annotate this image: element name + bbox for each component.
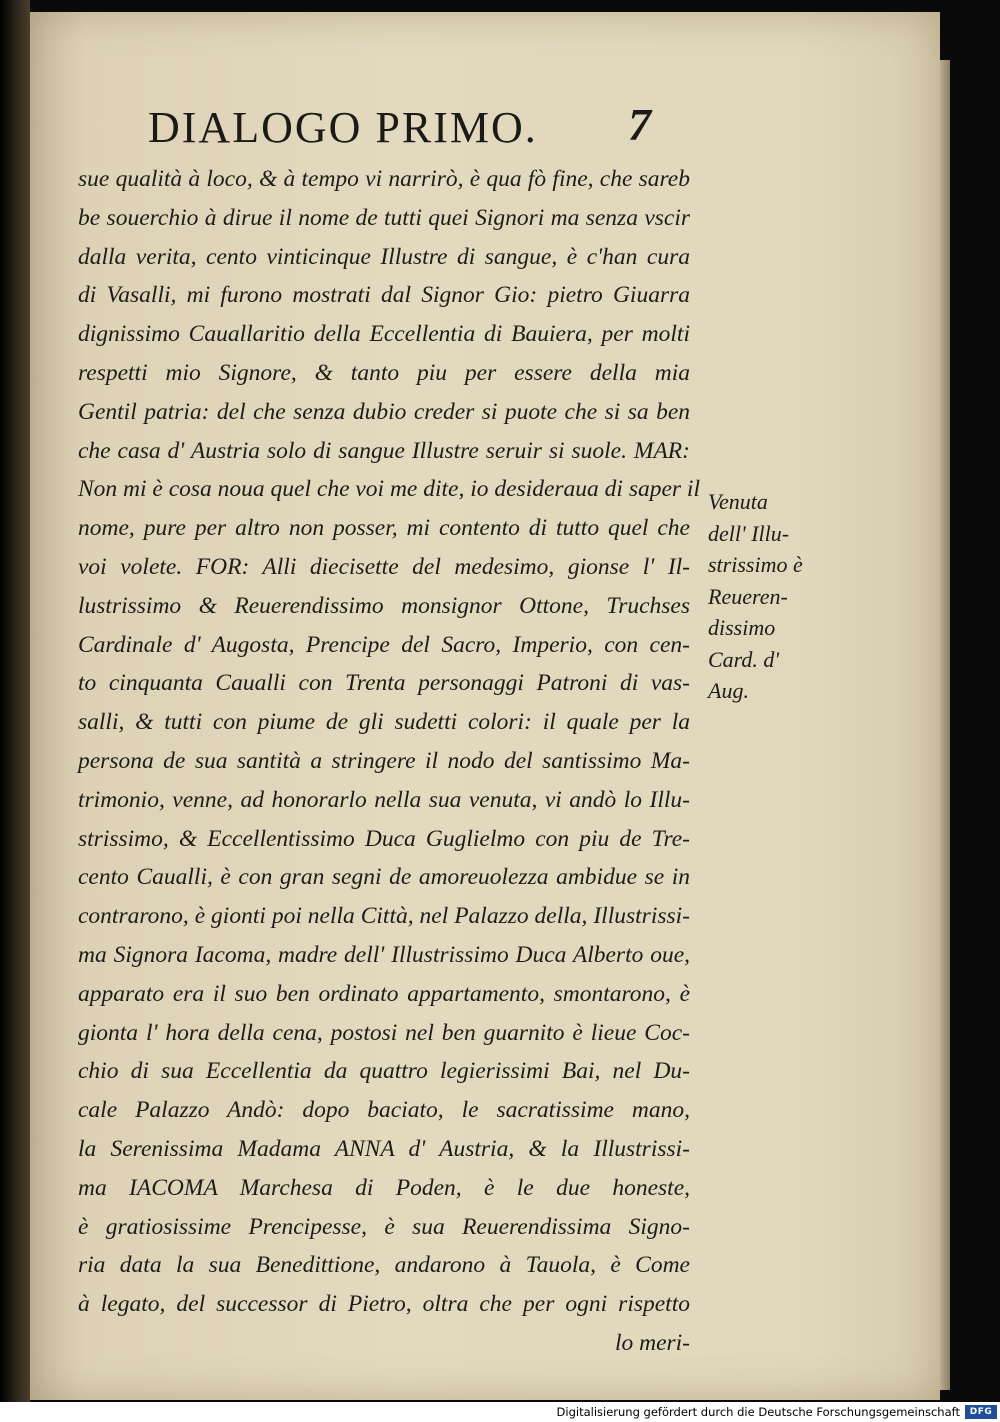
running-head bbox=[140, 99, 700, 162]
text-line: è gratiosissime Prencipesse, è sua Reuerendissima Signo- bbox=[78, 1213, 690, 1240]
text-line: strissimo, & Eccellentissimo Duca Guglielmo con piu de Tre- bbox=[78, 825, 690, 852]
text-line: ma IACOMA Marchesa di Poden, è le due honeste, bbox=[78, 1174, 690, 1201]
running-title: DIALOGO PRIMO. bbox=[148, 103, 538, 152]
text-line: voi volete. FOR: Alli diecisette del medesimo, gionse l' Il- bbox=[78, 553, 690, 580]
catchword: lo meri- bbox=[614, 1329, 690, 1356]
text-line: Cardinale d' Augosta, Prencipe del Sacro, Imperio, con cen- bbox=[78, 631, 690, 658]
main-text-block bbox=[78, 160, 700, 1363]
text-line: Non mi è cosa noua quel che voi me dite, io desideraua di saper il bbox=[78, 476, 700, 503]
marginal-note-line: Card. d' bbox=[708, 646, 780, 672]
marginal-note-line: Reueren- bbox=[708, 583, 788, 609]
text-line: ma Signora Iacoma, madre dell' Illustrissimo Duca Alberto oue, bbox=[78, 941, 690, 968]
text-line: respetti mio Signore, & tanto piu per essere della mia bbox=[78, 359, 690, 386]
dfg-logo-icon: DFG bbox=[965, 1405, 997, 1419]
text-line: Gentil patria: del che senza dubio creder si puote che si sa ben bbox=[78, 398, 690, 425]
text-line: dignissimo Cauallaritio della Eccellentia di Bauiera, per molti bbox=[78, 321, 690, 348]
text-line: nome, pure per altro non posser, mi contento di tutto quel che bbox=[78, 515, 690, 542]
text-line: gionta l' hora della cena, postosi nel ben guarnito è lieue Coc- bbox=[78, 1019, 690, 1046]
text-line: di Vasalli, mi furono mostrati dal Signor Gio: pietro Giuarra bbox=[78, 282, 690, 309]
text-line: apparato era il suo ben ordinato appartamento, smontarono, è bbox=[78, 980, 690, 1007]
text-line: lustrissimo & Reuerendissimo monsignor Ottone, Truchses bbox=[78, 592, 690, 619]
text-line: dalla verita, cento vinticinque Illustre di sangue, è c'han cura bbox=[78, 243, 690, 270]
marginal-note-line: Venuta bbox=[708, 489, 768, 514]
text-line: cale Palazzo Andò: dopo baciato, le sacratissime mano, bbox=[78, 1097, 690, 1124]
text-line: cento Caualli, è con gran segni de amoreuolezza ambidue se in bbox=[78, 864, 690, 891]
text-line: salli, & tutti con piume de gli sudetti colori: il quale per la bbox=[78, 709, 690, 736]
text-line: trimonio, venne, ad honorarlo nella sua venuta, vi andò lo Illu- bbox=[78, 786, 690, 813]
funding-credit: Digitalisierung gefördert durch die Deutsche Forschungsgemeinschaft bbox=[556, 1405, 960, 1419]
text-line: chio di sua Eccellentia da quattro legierissimi Bai, nel Du- bbox=[78, 1058, 690, 1085]
text-line: contrarono, è gionti poi nella Città, nel Palazzo della, Illustrissi- bbox=[78, 903, 690, 930]
text-line: che casa d' Austria solo di sangue Illustre seruir si suole. MAR: bbox=[78, 437, 690, 464]
text-line: be souerchio à dirue il nome de tutti quei Signori ma senza vscir bbox=[78, 204, 690, 231]
text-line: sue qualità à loco, & à tempo vi narrirò, è qua fò fine, che sareb bbox=[78, 166, 690, 192]
marginal-note-line: strissimo è bbox=[708, 552, 803, 577]
marginal-note bbox=[708, 486, 803, 707]
text-line: persona de sua santità a stringere il nodo del santissimo Ma- bbox=[78, 747, 690, 774]
page-number: 7 bbox=[628, 99, 651, 150]
text-line: la Serenissima Madama ANNA d' Austria, & la Illustrissi- bbox=[78, 1135, 690, 1162]
text-line: to cinquanta Caualli con Trenta personaggi Patroni di vas- bbox=[78, 670, 690, 697]
text-line: à legato, del successor di Pietro, oltra che per ogni rispetto bbox=[78, 1291, 690, 1318]
page-stack-edge bbox=[940, 60, 950, 1390]
marginal-note-line: dissimo bbox=[708, 615, 776, 640]
marginal-note-line: Aug. bbox=[708, 678, 749, 703]
book-spine-edge bbox=[0, 0, 30, 1402]
footer-bar bbox=[0, 1402, 1000, 1422]
text-line: ria data la sua Benedittione, andarono à Tauola, è Come bbox=[78, 1252, 690, 1279]
marginal-note-line: dell' Illu- bbox=[708, 520, 790, 546]
